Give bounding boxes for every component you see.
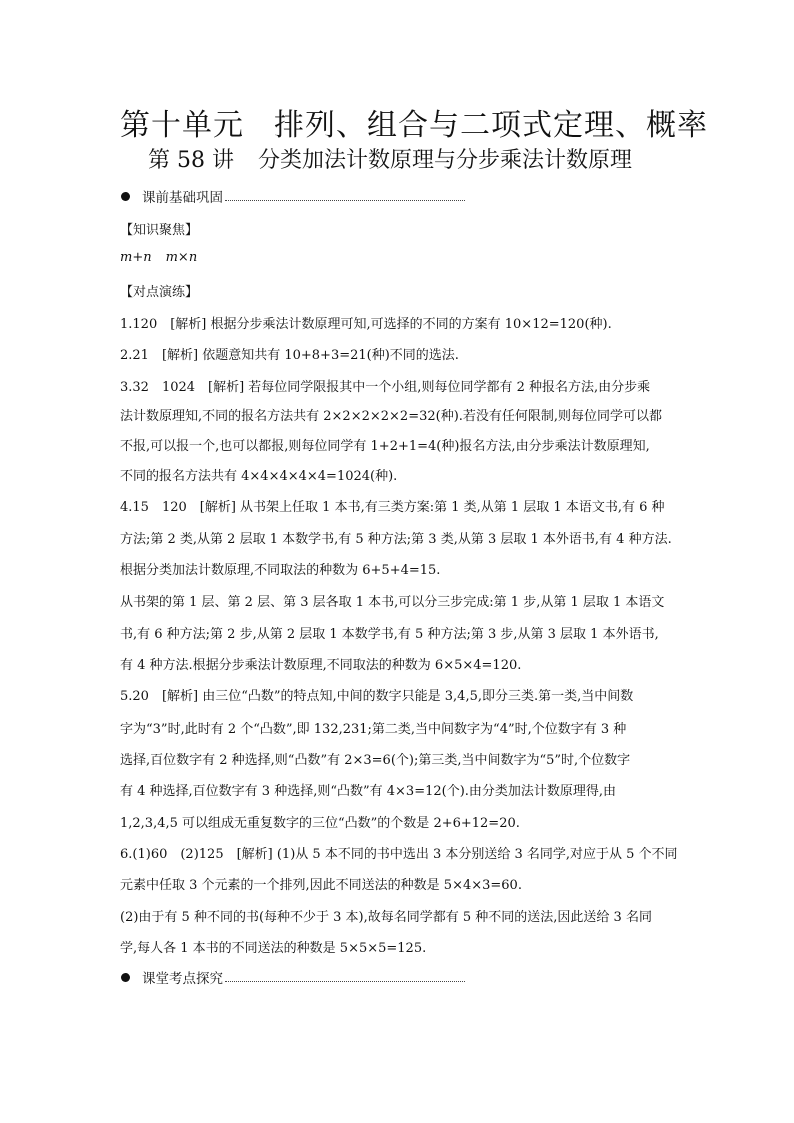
text-line: 书,有 6 种方法;第 2 步,从第 2 层取 1 本数学书,有 5 种方法;第 3 步,从第 3 层取 1 本外语书,	[120, 627, 659, 642]
bullet-icon	[121, 192, 130, 201]
text-line: 法计数原理知,不同的报名方法共有 2×2×2×2×2=32(种).若没有任何限制,则每位同学可以都	[120, 409, 663, 424]
section-title: 课前基础巩固	[142, 190, 223, 206]
text-line: 有 4 种方法.根据分步乘法计数原理,不同取法的种数为 6×5×4=120.	[120, 658, 522, 673]
section-pre-class	[121, 186, 465, 206]
text-line: 2.21 [解析] 依题意知共有 10+8+3=21(种)不同的选法.	[120, 348, 459, 363]
text-line: 方法;第 2 类,从第 2 层取 1 本数学书,有 5 种方法;第 3 类,从第 3 层取 1 本外语书,有 4 种方法.	[120, 532, 672, 547]
text-line: 不报,可以报一个,也可以都报,则每位同学有 1+2+1=4(种)报名方法,由分步乘法计数原理知,	[120, 439, 650, 454]
answer-1: m+n	[120, 250, 152, 265]
text-line: 3.32 1024 [解析] 若每位同学限报其中一个小组,则每位同学都有 2 种报名方法,由分步乘	[120, 380, 651, 395]
text-line: 字为“3”时,此时有 2 个“凸数”,即 132,231;第二类,当中间数字为“4”时,个位数字有 3 种	[120, 722, 627, 737]
unit-title: 排列、组合与二项式定理、概率	[274, 108, 708, 143]
text-line: 4.15 120 [解析] 从书架上任取 1 本书,有三类方案:第 1 类,从第 1 层取 1 本语文书,有 6 种	[120, 500, 665, 515]
text-line: 从书架的第 1 层、第 2 层、第 3 层各取 1 本书,可以分三步完成:第 1 步,从第 1 层取 1 本语文	[120, 595, 665, 610]
unit-number: 第十单元	[120, 108, 244, 143]
text-line: 1,2,3,4,5 可以组成无重复数字的三位“凸数”的个数是 2+6+12=20.	[120, 816, 520, 831]
text-line: 根据分类加法计数原理,不同取法的种数为 6+5+4=15.	[120, 563, 441, 578]
text-line: 不同的报名方法共有 4×4×4×4×4=1024(种).	[120, 469, 398, 484]
answer-2: m×n	[165, 250, 198, 265]
section-in-class	[121, 967, 465, 987]
lecture-number: 第 58 讲	[148, 148, 234, 173]
text-line: 6.(1)60 (2)125 [解析] (1)从 5 本不同的书中选出 3 本分别送给 3 名同学,对应于从 5 个不同	[120, 847, 678, 862]
knowledge-heading: 【知识聚焦】	[120, 223, 199, 238]
lecture-heading	[148, 143, 632, 174]
text-line: 学,每人各 1 本书的不同送法的种数是 5×5×5=125.	[120, 941, 427, 956]
section-title: 课堂考点探究	[142, 971, 223, 987]
text-line: 1.120 [解析] 根据分步乘法计数原理可知,可选择的不同的方案有 10×12=120(种).	[120, 317, 612, 332]
text-line: (2)由于有 5 种不同的书(每种不少于 3 本),故每名同学都有 5 种不同的送法,因此送给 3 名同	[120, 910, 652, 925]
lecture-title: 分类加法计数原理与分步乘法计数原理	[257, 148, 632, 173]
text-line: 元素中任取 3 个元素的一个排列,因此不同送法的种数是 5×4×3=60.	[120, 878, 522, 893]
text-line: 有 4 种选择,百位数字有 3 种选择,则“凸数”有 4×3=12(个).由分类加法计数原理得,由	[120, 784, 617, 799]
text-line: 5.20 [解析] 由三位“凸数”的特点知,中间的数字只能是 3,4,5,即分三类.第一类,当中间数	[120, 689, 634, 704]
practice-heading: 【对点演练】	[120, 285, 199, 300]
bullet-icon	[121, 973, 130, 982]
unit-heading	[120, 100, 708, 144]
text-line: 选择,百位数字有 2 种选择,则“凸数”有 2×3=6(个);第三类,当中间数字为“5”时,个位数字	[120, 753, 631, 768]
dotted-divider	[225, 200, 465, 201]
knowledge-answers	[120, 250, 197, 265]
dotted-divider	[225, 981, 465, 982]
